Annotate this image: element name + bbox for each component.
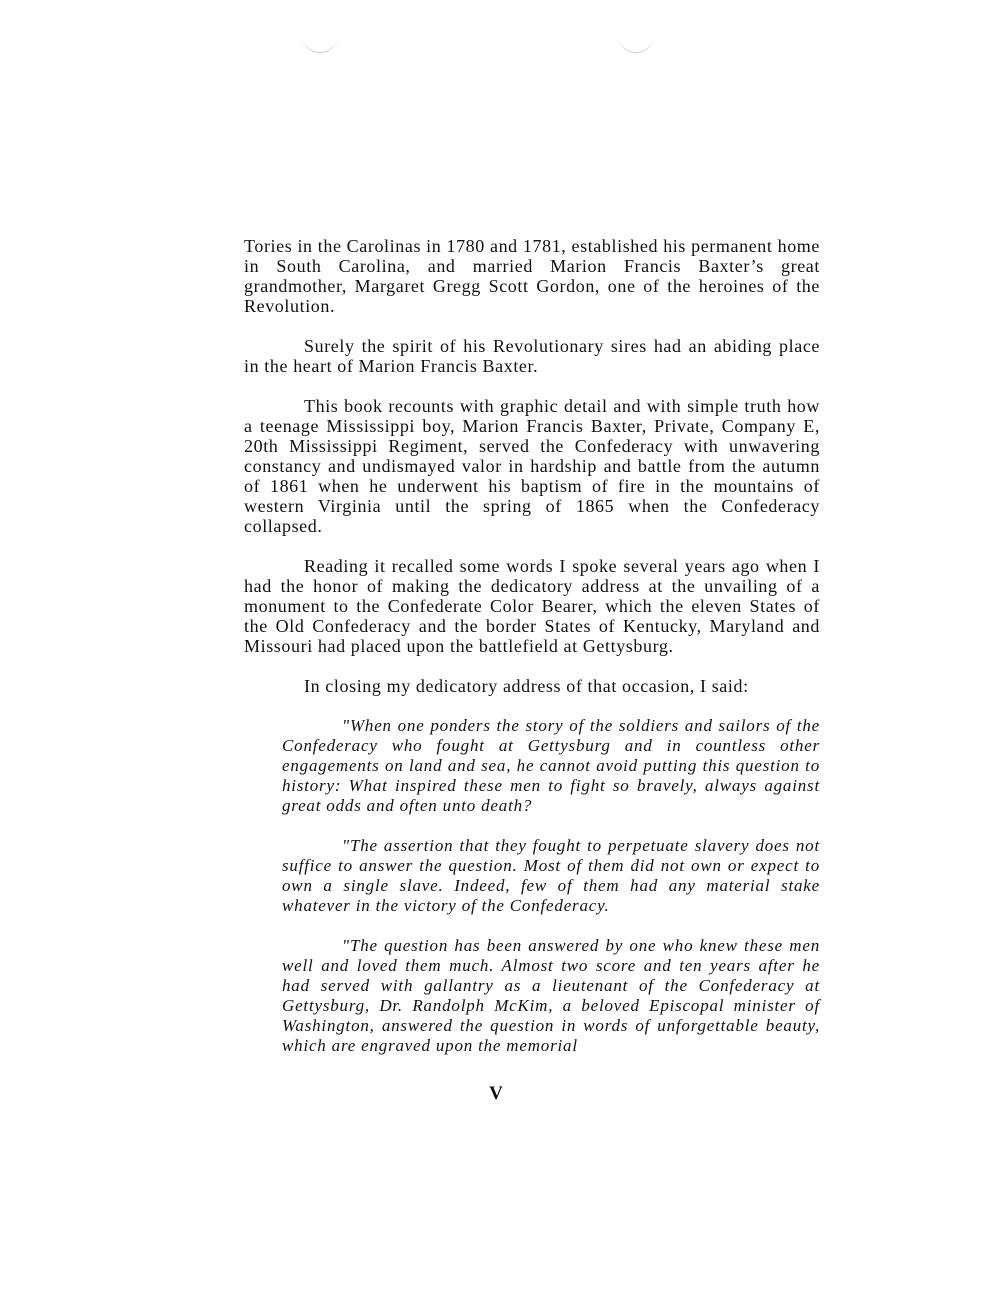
quote-paragraph: "The question has been answered by one who knew these men well and loved them much. Almost two score and ten years after he had served with gallantry as a lieutenant of the Confederacy at Gettysburg, Dr. Randolph McKim, a beloved Episcopal minister of Washington, answered the question in words of unforgettable beauty, which are engraved upon the memorial (282, 936, 820, 1055)
paragraph: This book recounts with graphic detail and with simple truth how a teenage Mississippi boy, Marion Francis Baxter, Private, Company E, 20th Mississippi Regiment, served the Confederacy with unwavering constancy and undismayed valor in hardship and battle from the autumn of 1861 when he underwent his baptism of fire in the mountains of western Virginia until the spring of 1865 when the Confederacy collapsed. (244, 396, 820, 536)
quote-paragraph: "The assertion that they fought to perpetuate slavery does not suffice to answer the question. Most of them did not own or expect to own a single slave. Indeed, few of them had any material stake whatever in the victory of the Confederacy. (282, 836, 820, 915)
punch-hole-mark (302, 30, 338, 53)
paragraph: Reading it recalled some words I spoke several years ago when I had the honor of making the dedicatory address at the unvailing of a monument to the Confederate Color Bearer, which the eleven States of the Old Confederacy and the border States of Kentucky, Maryland and Missouri had placed upon the battlefield at Gettysburg. (244, 556, 820, 656)
block-quote (282, 716, 820, 1056)
page-number: V (489, 1083, 503, 1104)
paragraph: Surely the spirit of his Revolutionary sires had an abiding place in the heart of Marion Francis Baxter. (244, 336, 820, 376)
body-text (244, 236, 820, 1076)
quote-paragraph: "When one ponders the story of the soldiers and sailors of the Confederacy who fought at Gettysburg and in countless other engagements on land and sea, he cannot avoid putting this question to history: What inspired these men to fight so bravely, always against great odds and often unto death? (282, 716, 820, 815)
punch-hole-mark (618, 30, 654, 53)
paragraph: Tories in the Carolinas in 1780 and 1781, established his permanent home in South Carolina, and married Marion Francis Baxter’s great grandmother, Margaret Gregg Scott Gordon, one of the heroines of the Revolution. (244, 236, 820, 316)
paragraph: In closing my dedicatory address of that occasion, I said: (304, 676, 749, 696)
